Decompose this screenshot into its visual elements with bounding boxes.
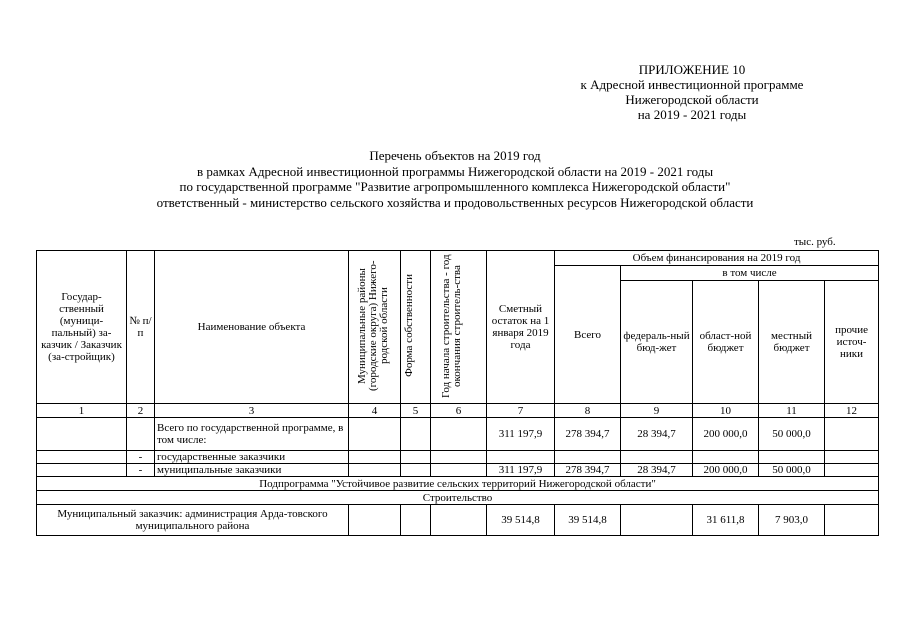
mun-row-estimate: 311 197,9 bbox=[487, 464, 555, 477]
total-row-estimate: 311 197,9 bbox=[487, 418, 555, 451]
column-number: 4 bbox=[349, 404, 401, 418]
total-row-federal: 28 394,7 bbox=[621, 418, 693, 451]
column-number: 10 bbox=[693, 404, 759, 418]
mun-row-federal: 28 394,7 bbox=[621, 464, 693, 477]
column-number: 12 bbox=[825, 404, 879, 418]
column-number: 3 bbox=[155, 404, 349, 418]
column-number: 7 bbox=[487, 404, 555, 418]
objects-table bbox=[36, 250, 879, 536]
mun-row-total: 278 394,7 bbox=[555, 464, 621, 477]
header-financing: Объем финансирования на 2019 год bbox=[555, 251, 879, 266]
ardatov-row-total: 39 514,8 bbox=[555, 505, 621, 536]
header-years-cell bbox=[431, 251, 487, 404]
appendix-block bbox=[540, 62, 844, 122]
ardatov-row-name: Муниципальный заказчик: администрация Арда-товского муниципального района bbox=[37, 505, 349, 536]
table-row-subprogram bbox=[37, 477, 879, 491]
mun-row-local: 50 000,0 bbox=[759, 464, 825, 477]
column-number: 9 bbox=[621, 404, 693, 418]
column-number: 8 bbox=[555, 404, 621, 418]
column-numbers-row bbox=[37, 404, 879, 418]
ardatov-row-local: 7 903,0 bbox=[759, 505, 825, 536]
appendix-line: на 2019 - 2021 годы bbox=[637, 107, 747, 122]
heading-line: ответственный - министерство сельского хозяйства и продовольственных ресурсов Нижегородской области bbox=[156, 194, 754, 210]
appendix-title: ПРИЛОЖЕНИЕ 10 bbox=[638, 62, 746, 77]
table-row-gov bbox=[37, 451, 879, 464]
gov-row-num: - bbox=[127, 451, 155, 464]
gov-row-name: государственные заказчики bbox=[155, 451, 349, 464]
header-num: № п/п bbox=[127, 251, 155, 404]
header-customer: Государ-ственный (муници-пальный) за-казчик / Заказчик (за-стройщик) bbox=[37, 251, 127, 404]
column-number: 2 bbox=[127, 404, 155, 418]
total-row-regional: 200 000,0 bbox=[693, 418, 759, 451]
column-number: 5 bbox=[401, 404, 431, 418]
header-ownership-cell bbox=[401, 251, 431, 404]
document-heading bbox=[40, 148, 870, 210]
ardatov-row-regional: 31 611,8 bbox=[693, 505, 759, 536]
mun-row-num: - bbox=[127, 464, 155, 477]
header-object-name: Наименование объекта bbox=[155, 251, 349, 404]
header-federal: федераль-ный бюд-жет bbox=[621, 281, 693, 404]
section-title: Строительство bbox=[37, 491, 879, 505]
header-regional: област-ной бюджет bbox=[693, 281, 759, 404]
units-label: тыс. руб. bbox=[794, 236, 836, 248]
table-row-mun bbox=[37, 464, 879, 477]
header-other: прочие источ-ники bbox=[825, 281, 879, 404]
header-years: Год начала строительства - год окончания строитель-ства bbox=[439, 253, 463, 398]
subprogram-title: Подпрограмма "Устойчивое развитие сельских территорий Нижегородской области" bbox=[37, 477, 879, 491]
column-number: 1 bbox=[37, 404, 127, 418]
table-row-total bbox=[37, 418, 879, 451]
heading-title: Перечень объектов на 2019 год bbox=[369, 148, 541, 163]
header-districts: Муниципальные районы (городские округа) Нижего-родской области bbox=[355, 260, 390, 391]
header-estimate: Сметный остаток на 1 января 2019 года bbox=[487, 251, 555, 404]
header-including: в том числе bbox=[621, 266, 879, 281]
column-number: 11 bbox=[759, 404, 825, 418]
ardatov-row-estimate: 39 514,8 bbox=[487, 505, 555, 536]
heading-line: в рамках Адресной инвестиционной программы Нижегородской области на 2019 - 2021 годы bbox=[196, 163, 714, 179]
appendix-line: Нижегородской области bbox=[625, 92, 759, 107]
header-ownership: Форма собственности bbox=[402, 274, 415, 377]
table-row-ardatov bbox=[37, 505, 879, 536]
header-local: местный бюджет bbox=[759, 281, 825, 404]
total-row-name: Всего по государственной программе, в том числе: bbox=[155, 418, 349, 451]
header-districts-cell bbox=[349, 251, 401, 404]
table-row-section bbox=[37, 491, 879, 505]
mun-row-name: муниципальные заказчики bbox=[155, 464, 349, 477]
mun-row-regional: 200 000,0 bbox=[693, 464, 759, 477]
column-number: 6 bbox=[431, 404, 487, 418]
heading-line: по государственной программе "Развитие агропромышленного комплекса Нижегородской области" bbox=[179, 179, 731, 194]
total-row-local: 50 000,0 bbox=[759, 418, 825, 451]
appendix-line: к Адресной инвестиционной программе bbox=[580, 77, 804, 92]
total-row-total: 278 394,7 bbox=[555, 418, 621, 451]
header-total: Всего bbox=[555, 266, 621, 404]
